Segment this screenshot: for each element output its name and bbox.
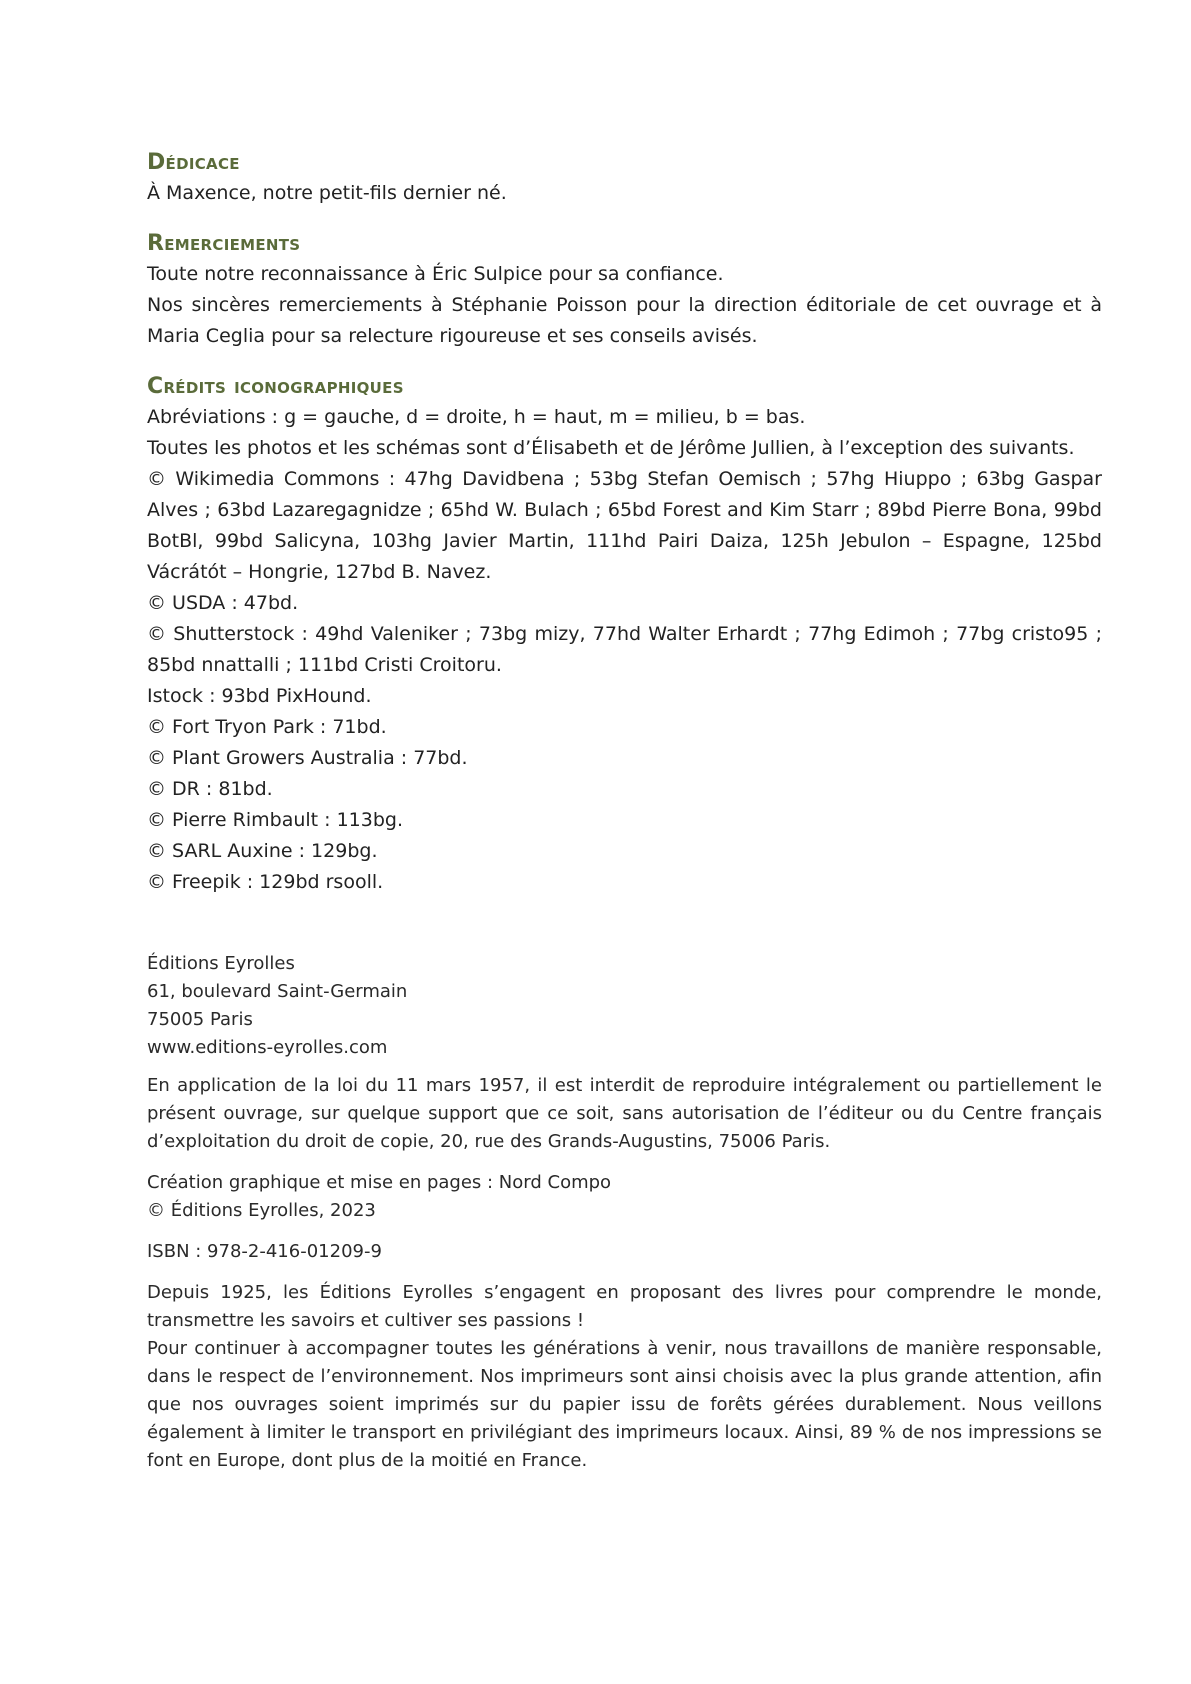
credits-line: Abréviations : g = gauche, d = droite, h = haut, m = milieu, b = bas. — [147, 406, 806, 428]
credits-line: Toutes les photos et les schémas sont d’Élisabeth et de Jérôme Jullien, à l’exception des suivants. — [147, 437, 1075, 459]
publisher-street: 61, boulevard Saint-Germain — [147, 981, 408, 1002]
credits-heading: Crédits iconographiques — [147, 374, 404, 399]
environment-text: Pour continuer à accompagner toutes les générations à venir, nous travaillons de manière responsable, dans le respect de l’environnement. Nos imprimeurs sont ainsi choisis avec la plus grande attention, afin que nos ouvrages soient imprimés sur du papier issu de forêts gérées durablement. Nous veillons également à limiter le transport en privilégiant des imprimeurs locaux. Ainsi, 89 % de nos impressions se font en Europe, dont plus de la moitié en France. — [147, 1338, 1102, 1471]
mission-text: Depuis 1925, les Éditions Eyrolles s’engagent en proposant des livres pour comprendre le monde, transmettre les savoirs et cultiver ses passions ! — [147, 1282, 1102, 1331]
credits-line: © DR : 81bd. — [147, 778, 273, 800]
credits-line: © Freepik : 129bd rsooll. — [147, 871, 384, 893]
remerciements-line: Nos sincères remerciements à Stéphanie Poisson pour la direction éditoriale de cet ouvrage et à Maria Ceglia pour sa relecture rigoureuse et ses conseils avisés. — [147, 294, 1102, 347]
remerciements-section — [147, 229, 1102, 352]
credits-line: © Pierre Rimbault : 113bg. — [147, 809, 404, 831]
remerciements-heading: Remerciements — [147, 231, 301, 256]
credits-line: © Plant Growers Australia : 77bd. — [147, 747, 468, 769]
publisher-address — [147, 950, 1102, 1062]
design-credits — [147, 1169, 1102, 1225]
credits-body — [147, 402, 1102, 898]
credits-line: Istock : 93bd PixHound. — [147, 685, 372, 707]
credits-line: © SARL Auxine : 129bg. — [147, 840, 378, 862]
copyright-line: © Éditions Eyrolles, 2023 — [147, 1200, 376, 1221]
dedicace-body — [147, 178, 1102, 209]
remerciements-line: Toute notre reconnaissance à Éric Sulpice pour sa confiance. — [147, 263, 724, 285]
isbn: ISBN : 978-2-416-01209-9 — [147, 1241, 382, 1262]
design-credit: Création graphique et mise en pages : Nord Compo — [147, 1172, 612, 1193]
dedicace-line: À Maxence, notre petit-fils dernier né. — [147, 182, 507, 204]
credits-line: © USDA : 47bd. — [147, 592, 299, 614]
publisher-name: Éditions Eyrolles — [147, 953, 295, 974]
publisher-city: 75005 Paris — [147, 1009, 253, 1030]
credits-section — [147, 372, 1102, 898]
credits-line: © Fort Tryon Park : 71bd. — [147, 716, 387, 738]
publisher-block — [147, 950, 1102, 1475]
credits-line: © Shutterstock : 49hd Valeniker ; 73bg mizy, 77hd Walter Erhardt ; 77hg Edimoh ; 77bg cristo95 ; 85bd nnattalli ; 111bd Cristi Croitoru. — [147, 623, 1102, 676]
dedicace-section — [147, 148, 1102, 209]
dedicace-heading: Dédicace — [147, 150, 240, 175]
environment-statement — [147, 1279, 1102, 1475]
copyright-notice: En application de la loi du 11 mars 1957, il est interdit de reproduire intégralement ou partiellement le présent ouvrage, sur quelque support que ce soit, sans autorisation de l’éditeur ou du Centre français d’exploitation du droit de copie, 20, rue des Grands-Augustins, 75006 Paris. — [147, 1075, 1102, 1152]
copyright-page — [147, 148, 1102, 1475]
legal-block — [147, 1072, 1102, 1475]
remerciements-body — [147, 259, 1102, 352]
credits-line: © Wikimedia Commons : 47hg Davidbena ; 53bg Stefan Oemisch ; 57hg Hiuppo ; 63bg Gaspar Alves ; 63bd Lazaregagnidze ; 65hd W. Bulach ; 65bd Forest and Kim Starr ; 89bd Pierre Bona, 99bd BotBl, 99bd Salicyna, 103hg Javier Martin, 111hd Pairi Daiza, 125h Jebulon – Espagne, 125bd Vácrátót – Hongrie, 127bd B. Navez. — [147, 468, 1102, 583]
publisher-website: www.editions-eyrolles.com — [147, 1037, 388, 1058]
